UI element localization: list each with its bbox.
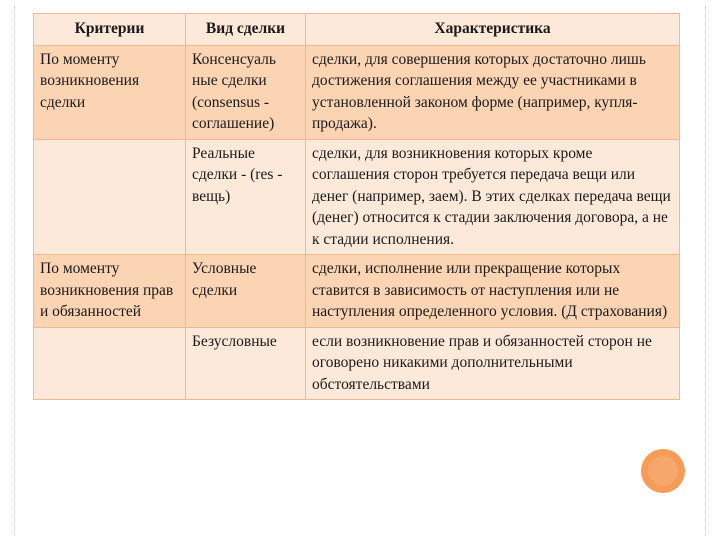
criterion-cell	[34, 139, 186, 255]
table-row	[34, 45, 680, 139]
table-header-row	[34, 14, 680, 46]
table-row	[34, 139, 680, 255]
table-row	[34, 255, 680, 328]
description-cell: сделки, для совершения которых достаточно лишь достижения соглашения между ее участниками в установленной законом форме (например, купля-продажа).	[306, 45, 680, 139]
criterion-cell: По моменту возникновения сделки	[34, 45, 186, 139]
criterion-cell: По моменту возникновения прав и обязанностей	[34, 255, 186, 328]
description-cell: сделки, исполнение или прекращение которых ставится в зависимость от наступления или не наступления определенного условия. (Д страхования)	[306, 255, 680, 328]
description-cell: сделки, для возникновения которых кроме соглашения сторон требуется передача вещи или денег (например, заем). В этих сделках передача вещи (денег) относится к стадии заключения договора, а не к стадии исполнения.	[306, 139, 680, 255]
type-cell: Безусловные	[186, 327, 306, 400]
header-criteria: Критерии	[34, 14, 186, 46]
criterion-cell	[34, 327, 186, 400]
header-transaction-type: Вид сделки	[186, 14, 306, 46]
decorative-circle-inner-icon	[648, 456, 678, 486]
transaction-types-table	[33, 13, 680, 400]
type-cell: Условные сделки	[186, 255, 306, 328]
header-characteristic: Характеристика	[306, 14, 680, 46]
table-row	[34, 327, 680, 400]
type-cell: Реальные сделки - (res - вещь)	[186, 139, 306, 255]
description-cell: если возникновение прав и обязанностей сторон не оговорено никакими дополнительными обстоятельствами	[306, 327, 680, 400]
type-cell: Консенсуаль ные сделки (consensus - соглашение)	[186, 45, 306, 139]
